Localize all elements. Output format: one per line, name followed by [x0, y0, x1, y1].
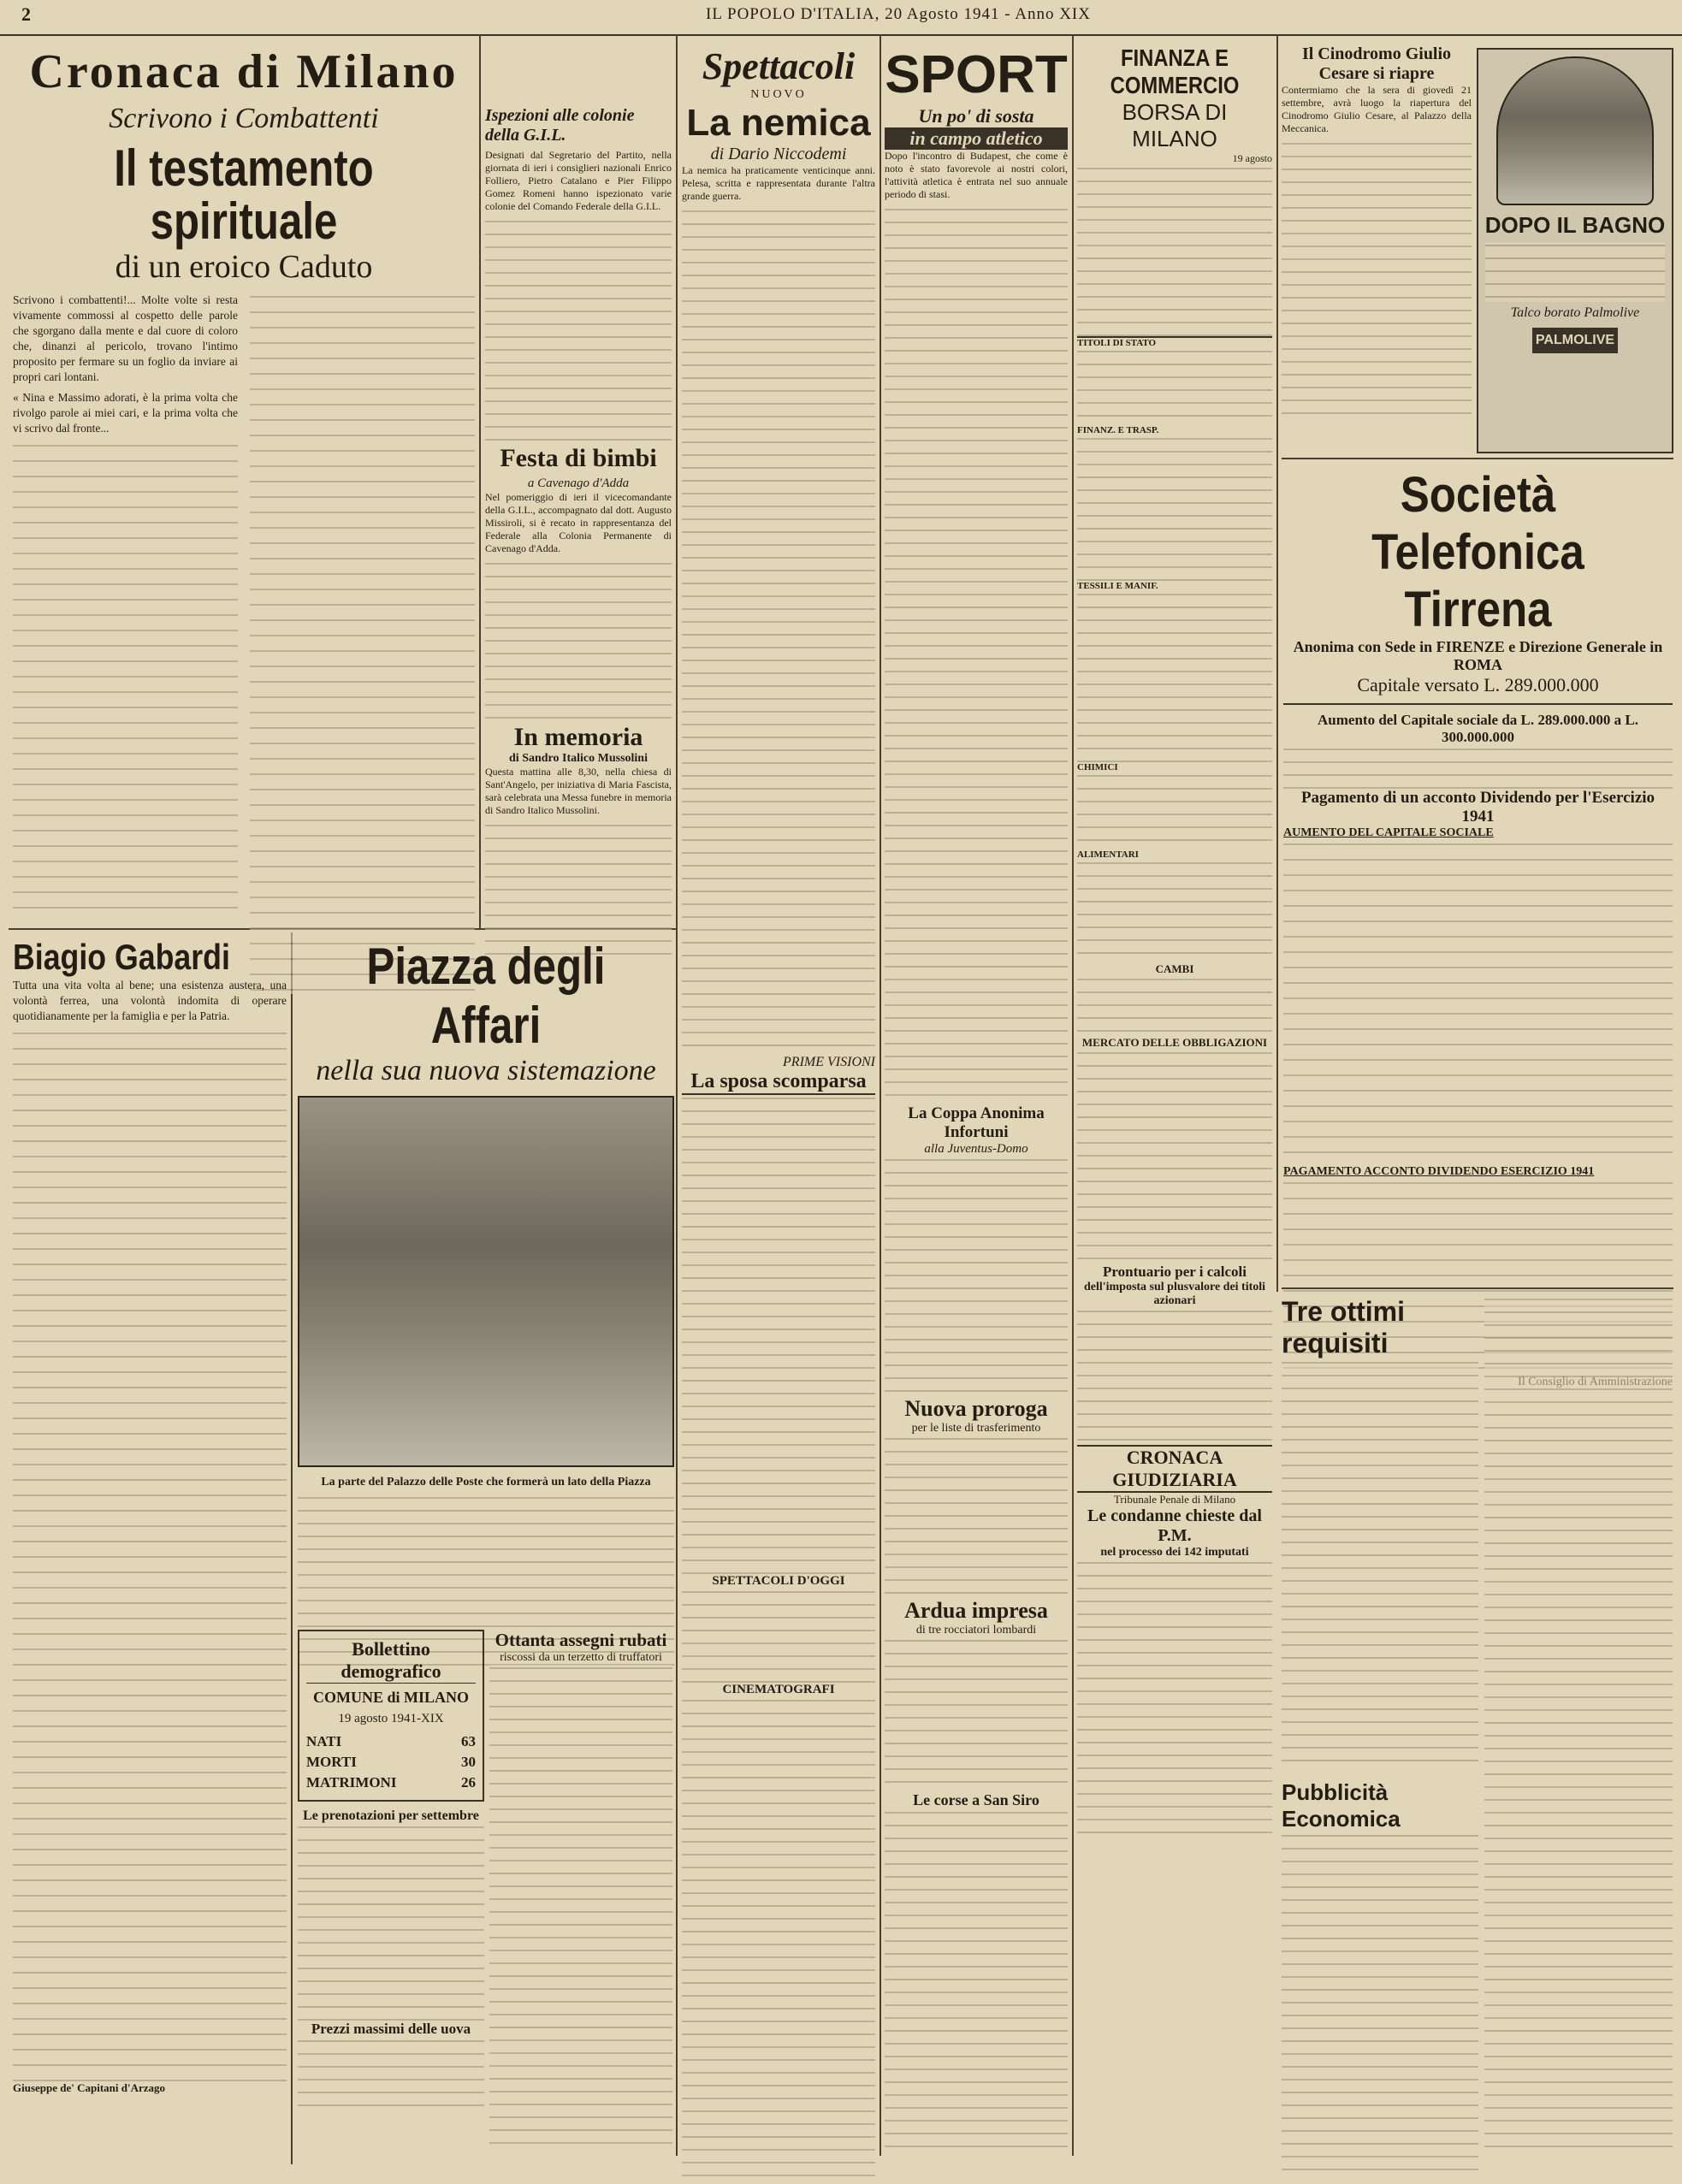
prontuario-body-text: [1077, 1308, 1272, 1445]
tirrena-headline: Aumento del Capitale sociale da L. 289.000.000 a L. 300.000.000: [1318, 712, 1638, 745]
coppa-headline: La Coppa Anonima Infortuni: [908, 1104, 1045, 1141]
gil-body-text: [485, 218, 672, 441]
sport-column: [885, 44, 1068, 2157]
cinodromo-headline: Il Cinodromo Giulio Cesare si riapre: [1301, 44, 1452, 83]
bollettino-box: [298, 1630, 484, 1802]
section-rule: [1282, 1287, 1673, 1289]
sport-headline: in campo atletico: [885, 127, 1068, 150]
memoria-headline: In memoria: [513, 723, 643, 751]
gabardi-author: Giuseppe de' Capitani d'Arzago: [13, 2081, 166, 2094]
column-rule: [291, 932, 293, 2164]
play-author: di Dario Niccodemi: [710, 145, 847, 163]
quotations-table: [1077, 435, 1272, 581]
subheadline: di un eroico Caduto: [115, 249, 373, 285]
palmolive-advert: [1477, 48, 1673, 453]
prezzi-headline: Prezzi massimi delle uova: [311, 2021, 471, 2037]
bollettino-label: MORTI: [306, 1754, 357, 1770]
spettacoli-kicker: NUOVO: [750, 88, 807, 101]
article-lead: Scrivono i combattenti!... Molte volte si resta vivamente commossi al cospetto delle parole che sgorgano dalla mente e dal cuore di coloro che, dinanzi al pericolo, trovano l'intimo proposito per fermare su un foglio da inviare ai propri cari lontani.: [13, 293, 238, 383]
sport-kicker: Un po' di sosta: [918, 105, 1034, 127]
play-title: La nemica: [686, 102, 871, 144]
borsa-commentary: [1077, 165, 1272, 336]
palazzo-photo: [298, 1096, 674, 1467]
cambi-table: [1077, 976, 1272, 1036]
section-title: Cronaca di Milano: [29, 45, 459, 98]
gabardi-column: [13, 937, 287, 2160]
corse-body-text: [885, 1809, 1068, 2151]
column-rule: [879, 34, 881, 2156]
quotations-table: [1077, 860, 1272, 962]
table-heading: FINANZ. E TRASP.: [1077, 425, 1159, 435]
tirrena-body-text: [1283, 840, 1673, 1165]
advert-text: [1485, 242, 1665, 302]
obbligazioni-table: [1077, 1050, 1272, 1264]
gil-text: Designati dal Segretario del Partito, nella giornata di ieri i consiglieri nazionali Enrico Folliero, Pietro Catalano e Pier Filippo Gomez Romeni hanno ispezionato varie colonie del Comando Federale della G.I.L.: [485, 149, 672, 212]
piazza-subheadline: nella sua nuova sistemazione: [316, 1055, 656, 1086]
giudiziaria-title: CRONACA GIUDIZIARIA: [1077, 1445, 1272, 1493]
prezzi-body-text: [298, 2038, 484, 2115]
spettacoli-oggi-heading: SPETTACOLI D'OGGI: [712, 1574, 845, 1588]
tirrena-notice: [1283, 466, 1673, 1283]
requisiti-column: [1282, 1296, 1478, 1775]
tirrena-subtitle: Anonima con Sede in FIRENZE e Direzione Generale in ROMA: [1293, 638, 1663, 673]
assegni-body-text: [489, 1665, 672, 2144]
festa-headline: Festa di bimbi: [500, 444, 657, 472]
section-subtitle: Scrivono i Combattenti: [109, 103, 379, 134]
classified-ads-column: [1484, 1296, 1673, 2156]
sport-title: SPORT: [885, 45, 1068, 104]
giudiziaria-subtitle: Tribunale Penale di Milano: [1113, 1493, 1236, 1506]
sport-text: Dopo l'incontro di Budapest, che come è noto è stato favorevole ai nostri colori, l'attività atletica è entrata nel suo annuale periodo di stasi.: [885, 150, 1068, 200]
condanne-headline: Le condanne chieste dal P.M.: [1087, 1506, 1262, 1545]
photo-caption: La parte del Palazzo delle Poste che formerà un lato della Piazza: [321, 1476, 651, 1489]
cinematografi-heading: CINEMATOGRAFI: [722, 1683, 835, 1696]
quotations-table: [1077, 591, 1272, 762]
advert-brand: PALMOLIVE: [1532, 328, 1618, 353]
coppa-body-text: [885, 1157, 1068, 1396]
advert-title: DOPO IL BAGNO: [1484, 212, 1666, 238]
corse-headline: Le corse a San Siro: [913, 1791, 1039, 1808]
table-heading: MERCATO DELLE OBBLIGAZIONI: [1081, 1036, 1268, 1049]
prontuario-subheadline: dell'imposta sul plusvalore dei titoli azionari: [1083, 1281, 1266, 1307]
advert-subtitle: Talco borato Palmolive: [1510, 305, 1640, 320]
gil-column: [485, 103, 672, 924]
festa-subheadline: a Cavenago d'Adda: [527, 476, 630, 490]
review-body-text: [682, 208, 875, 1055]
spettacoli-column: [682, 44, 875, 2157]
bollettino-value: 26: [461, 1774, 476, 1790]
memoria-text: Questa mattina alle 8,30, nella chiesa di Sant'Angelo, per iniziativa di Maria Fascista, sarà celebrata una Messa funebre in memoria di Sandro Italico Mussolini.: [485, 766, 672, 816]
borsa-date: 19 agosto: [1232, 152, 1272, 164]
tirrena-headline-2: Pagamento di un acconto Dividendo per l'Esercizio 1941: [1300, 789, 1655, 826]
spettacoli-oggi-text: [682, 1589, 875, 1683]
assegni-column: [489, 1630, 672, 2156]
assegni-headline: Ottanta assegni rubati: [495, 1630, 667, 1650]
bollettino-row: [306, 1731, 476, 1752]
gabardi-text: Tutta una vita volta al bene; una esistenza austera, una volontà ferrea, una volontà indomita di operare quotidianamente per la famiglia e per la Patria.: [13, 979, 287, 1022]
borsa-title: BORSA DI MILANO: [1122, 99, 1228, 151]
quotations-table: [1077, 348, 1272, 425]
sposa-body-text: [682, 1095, 875, 1574]
article-quote: « Nina e Massimo adorati, è la prima volta che rivolgo parole ai miei cari, e la prima volta che vi scrivo dal fronte...: [13, 391, 238, 435]
headline: Il testamento spirituale: [114, 139, 374, 250]
finanza-column: [1077, 44, 1272, 2157]
spettacoli-title: Spettacoli: [702, 45, 856, 87]
condanne-subheadline: nel processo dei 142 imputati: [1100, 1546, 1249, 1559]
tirrena-title: Società Telefonica Tirrena: [1371, 467, 1584, 637]
advert-portrait: [1496, 56, 1654, 205]
prontuario-headline: Prontuario per i calcoli: [1103, 1264, 1247, 1280]
condanne-body-text: [1077, 1560, 1272, 1842]
proroga-headline: Nuova proroga: [904, 1396, 1048, 1421]
tirrena-capital: Capitale versato L. 289.000.000: [1357, 674, 1599, 695]
memoria-subheadline: di Sandro Italico Mussolini: [509, 752, 648, 765]
cinodromo-column: [1282, 44, 1472, 455]
gabardi-headline: Biagio Gabardi: [13, 937, 230, 977]
bollettino-value: 63: [461, 1733, 476, 1749]
bollettino-row: [306, 1752, 476, 1773]
masthead-title: IL POPOLO D'ITALIA, 20 Agosto 1941 - Anno XIX: [706, 5, 1091, 23]
cinematografi-text: [682, 1697, 875, 2176]
article-body-text: [250, 293, 475, 994]
gabardi-body-text: [13, 1029, 287, 2081]
tirrena-section: PAGAMENTO ACCONTO DIVIDENDO ESERCIZIO 1941: [1283, 1165, 1595, 1178]
prime-visioni-label: PRIME VISIONI: [783, 1055, 875, 1069]
tirrena-intro: [1283, 746, 1673, 789]
masthead: [0, 0, 1682, 36]
requisiti-headline: Tre ottimi requisiti: [1282, 1296, 1406, 1358]
bollettino-comune: COMUNE di MILANO: [312, 1689, 469, 1706]
ardua-body-text: [885, 1637, 1068, 1791]
prenotazioni-headline: Le prenotazioni per settembre: [303, 1808, 479, 1823]
table-heading: CHIMICI: [1077, 762, 1118, 772]
column-rule: [676, 34, 678, 2156]
proroga-subheadline: per le liste di trasferimento: [911, 1422, 1041, 1435]
cinodromo-body-text: [1282, 140, 1472, 423]
requisiti-body-text: [1282, 1359, 1478, 1770]
bollettino-title: Bollettino demografico: [306, 1638, 476, 1684]
table-heading: TESSILI E MANIF.: [1077, 581, 1158, 591]
classified-ads: [1282, 1832, 1478, 2175]
bollettino-label: NATI: [306, 1733, 342, 1749]
assegni-subheadline: riscossi da un terzetto di truffatori: [500, 1651, 662, 1664]
section-rule: [1282, 458, 1673, 459]
prenotazioni-body-text: [298, 1824, 484, 2021]
article-body-text: [13, 441, 238, 920]
quotations-table: [1077, 772, 1272, 849]
proroga-body-text: [885, 1435, 1068, 1598]
bollettino-row: [306, 1773, 476, 1793]
ardua-subheadline: di tre rocciatori lombardi: [915, 1624, 1037, 1637]
festa-body-text: [485, 560, 672, 723]
column-rule: [1276, 34, 1278, 1292]
coppa-subheadline: alla Juventus-Domo: [924, 1142, 1028, 1156]
festa-text: Nel pomeriggio di ieri il vicecomandante della G.I.L., accompagnato dal dott. Augusto Missiroli, si è recato in rappresentanza del Federale alla Colonia Permanente di Cavenago d'Adda.: [485, 491, 672, 554]
piazza-headline: Piazza degli Affari: [366, 938, 606, 1054]
column-rule: [1072, 34, 1074, 2156]
table-heading: ALIMENTARI: [1077, 849, 1139, 860]
cronaca-section: [13, 44, 475, 926]
play-review: La nemica ha praticamente venticinque anni. Pelesa, scritta e rappresentata durante l'altra grande guerra.: [682, 164, 875, 202]
column-rule: [479, 34, 481, 928]
gil-headline: Ispezioni alle colonie della G.I.L.: [485, 106, 635, 145]
bollettino-label: MATRIMONI: [306, 1774, 397, 1790]
bollettino-date: 19 agosto 1941-XIX: [338, 1712, 444, 1725]
cinodromo-text: Contermiamo che la sera di giovedì 21 settembre, avrà luogo la riapertura del Cinodromo Giulio Cesare, al Palazzo della Meccanica.: [1282, 84, 1472, 134]
pubblicita-headline: Pubblicità Economica: [1282, 1779, 1401, 1832]
bollettino-column: [298, 1630, 484, 2156]
page-number: 2: [21, 3, 31, 25]
classified-ads: [1484, 1296, 1673, 2156]
table-heading: TITOLI DI STATO: [1077, 336, 1272, 348]
finanza-title: FINANZA E COMMERCIO: [1110, 44, 1240, 98]
bollettino-value: 30: [461, 1754, 476, 1770]
table-heading: CAMBI: [1155, 962, 1194, 975]
ardua-headline: Ardua impresa: [904, 1598, 1048, 1623]
sposa-headline: La sposa scomparsa: [682, 1070, 875, 1095]
piazza-article: [298, 937, 674, 1621]
pubblicita-column: [1282, 1779, 1478, 2156]
tirrena-section: AUMENTO DEL CAPITALE SOCIALE: [1283, 826, 1494, 839]
sport-body-text: [885, 206, 1068, 1104]
